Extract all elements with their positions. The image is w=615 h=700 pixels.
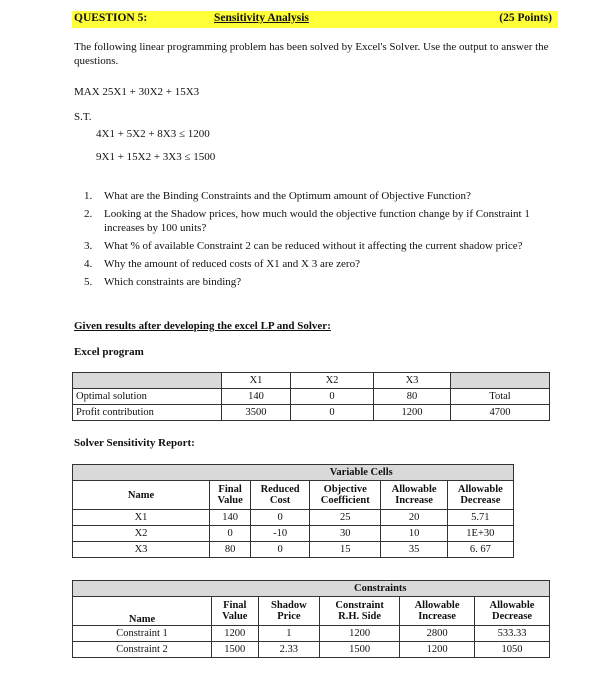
table-cell: 15	[310, 542, 381, 558]
table-cell	[73, 373, 222, 389]
table-cell: Optimal solution	[73, 389, 222, 405]
table-cell: 140	[210, 510, 251, 526]
list-item	[84, 207, 564, 235]
question-number: 5.	[84, 276, 93, 288]
table-row	[73, 405, 550, 421]
table-cell: X3	[73, 542, 210, 558]
table-header-row	[73, 481, 514, 510]
list-item	[84, 189, 564, 203]
table-cell	[451, 373, 550, 389]
table-cell: 1	[258, 626, 320, 642]
question-number: QUESTION 5:	[74, 12, 148, 24]
table-cell: 1500	[212, 642, 259, 658]
question-title: Sensitivity Analysis	[214, 12, 309, 24]
table-cell: 2.33	[258, 642, 320, 658]
table-row	[73, 389, 550, 405]
table-cell: 80	[210, 542, 251, 558]
table-header-row	[73, 373, 550, 389]
given-results-heading: Given results after developing the excel LP and Solver:	[74, 320, 331, 332]
table-cell: Profit contribution	[73, 405, 222, 421]
variable-cells-table	[72, 464, 514, 558]
table-header-cell: Name	[73, 597, 212, 626]
table-header-cell: X3	[374, 373, 451, 389]
constraint-1: 4X1 + 5X2 + 8X3 ≤ 1200	[96, 128, 210, 140]
constraint-2: 9X1 + 15X2 + 3X3 ≤ 1500	[96, 151, 216, 163]
question-text: Looking at the Shadow prices, how much would the objective function change by if Constraint 1 increases by 100 units?	[104, 208, 530, 234]
question-number: 4.	[84, 258, 93, 270]
table-header-cell: Allowable Increase	[400, 597, 475, 626]
table-header-cell: X1	[222, 373, 291, 389]
table-cell: 1200	[374, 405, 451, 421]
table-cell: -10	[251, 526, 310, 542]
question-list	[84, 189, 564, 293]
table-cell: 2800	[400, 626, 475, 642]
table-cell: X2	[73, 526, 210, 542]
table-cell: Constraint 2	[73, 642, 212, 658]
table-cell: 533.33	[475, 626, 550, 642]
list-item	[84, 275, 564, 289]
subject-to-label: S.T.	[74, 111, 92, 123]
question-text: Why the amount of reduced costs of X1 and X 3 are zero?	[104, 258, 360, 270]
table-header-cell: Reduced Cost	[251, 481, 310, 510]
table-header-cell: X2	[291, 373, 374, 389]
solver-report-heading: Solver Sensitivity Report:	[74, 437, 195, 449]
table-cell: 80	[374, 389, 451, 405]
question-banner	[72, 11, 558, 28]
question-text: What are the Binding Constraints and the Optimum amount of Objective Function?	[104, 190, 471, 202]
constraints-title: Constraints	[212, 581, 550, 597]
table-header-cell: Final Value	[212, 597, 259, 626]
table-cell: Total	[451, 389, 550, 405]
variable-cells-title: Variable Cells	[210, 465, 514, 481]
excel-program-heading: Excel program	[74, 346, 144, 358]
table-row	[73, 642, 550, 658]
question-text: Which constraints are binding?	[104, 276, 242, 288]
table-cell: 1E+30	[447, 526, 513, 542]
table-cell: 20	[381, 510, 447, 526]
objective-function: MAX 25X1 + 30X2 + 15X3	[74, 86, 200, 98]
list-item	[84, 257, 564, 271]
table-header-cell: Constraint R.H. Side	[320, 597, 400, 626]
table-cell: 10	[381, 526, 447, 542]
table-cell: 0	[251, 510, 310, 526]
table-row	[73, 542, 514, 558]
table-row	[73, 526, 514, 542]
question-number: 1.	[84, 190, 93, 202]
table-header-row	[73, 597, 550, 626]
table-header-cell: Allowable Decrease	[475, 597, 550, 626]
table-row	[73, 510, 514, 526]
table-cell: 140	[222, 389, 291, 405]
table-cell: 4700	[451, 405, 550, 421]
list-item	[84, 239, 564, 253]
table-cell: 0	[291, 405, 374, 421]
table-cell: 1200	[212, 626, 259, 642]
table-header-cell: Allowable Decrease	[447, 481, 513, 510]
table-header-cell: Shadow Price	[258, 597, 320, 626]
table-cell: 0	[210, 526, 251, 542]
table-cell: 1200	[400, 642, 475, 658]
table-cell: 1200	[320, 626, 400, 642]
table-cell: 25	[310, 510, 381, 526]
question-points: (25 Points)	[499, 12, 552, 24]
table-row	[73, 626, 550, 642]
table-cell: 35	[381, 542, 447, 558]
excel-program-table	[72, 372, 550, 421]
question-number: 2.	[84, 208, 93, 220]
table-cell: 1050	[475, 642, 550, 658]
table-header-cell: Allowable Increase	[381, 481, 447, 510]
table-cell: 3500	[222, 405, 291, 421]
table-header-cell: Name	[73, 481, 210, 510]
table-cell: 5.71	[447, 510, 513, 526]
table-cell: Constraint 1	[73, 626, 212, 642]
table-cell: 0	[251, 542, 310, 558]
table-cell: 0	[291, 389, 374, 405]
question-text: What % of available Constraint 2 can be reduced without it affecting the current shadow price?	[104, 240, 523, 252]
table-header-cell: Final Value	[210, 481, 251, 510]
table-cell: 30	[310, 526, 381, 542]
intro-text: The following linear programming problem has been solved by Excel's Solver. Use the output to answer the questions.	[74, 41, 549, 67]
constraints-table	[72, 580, 550, 658]
question-number: 3.	[84, 240, 93, 252]
table-cell: 6. 67	[447, 542, 513, 558]
table-header-cell: Objective Coefficient	[310, 481, 381, 510]
table-cell: 1500	[320, 642, 400, 658]
table-cell: X1	[73, 510, 210, 526]
